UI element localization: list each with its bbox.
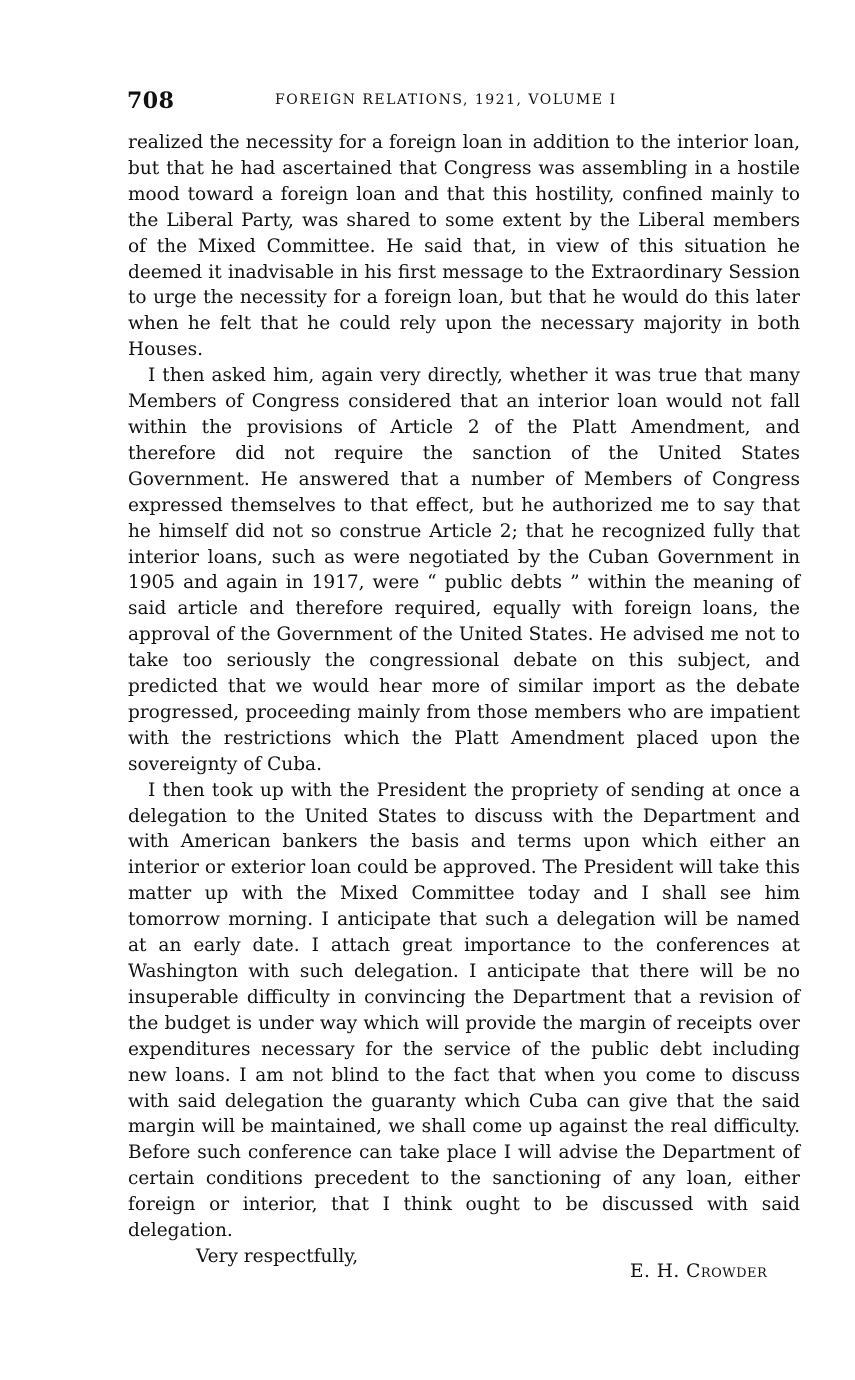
paragraph-3: I then took up with the President the propriety of sending at once a delegation to the United States to discuss with the Department and with American bankers the basis and terms upon which either an interior or exterior loan could be approved. The President will take this matter up with the Mixed Committee today and I shall see him tomorrow morning. I anticipate that such a delegation will be named at an early date. I attach great importance to the conferences at Washington with such delegation. I anticipate that there will be no insuperable difficulty in convincing the Department that a revision of the budget is under way which will provide the margin of receipts over expenditures necessary for the service of the public debt including new loans. I am not blind to the fact that when you come to discuss with said delegation the guaranty which Cuba can give that the said margin will be maintained, we shall come up against the real difficulty. Before such conference can take place I will advise the Department of certain conditions precedent to the sanctioning of any loan, either foreign or interior, that I think ought to be discussed with said delegation.: [128, 779, 800, 1242]
paragraph-1: realized the necessity for a foreign loan in addition to the interior loan, but that he had ascertained that Congress was assembling in a hostile mood toward a foreign loan and that this hostility, confined mainly to the Liberal Party, was shared to some extent by the Liberal members of the Mixed Committee. He said that, in view of this situation he deemed it inadvisable in his first message to the Extraordinary Session to urge the necessity for a foreign loan, but that he would do this later when he felt that he could rely upon the necessary majority in both Houses.: [128, 132, 800, 361]
complimentary-close: Very respectfully,: [196, 1246, 359, 1267]
signature: [630, 1261, 767, 1282]
signature-initials: E. H.: [630, 1261, 680, 1282]
paragraph-2: I then asked him, again very directly, whether it was true that many Members of Congress considered that an interior loan would not fall within the provisions of Article 2 of the Platt Amendment, and therefore did not require the sanction of the United States Government. He answered that a number of Members of Congress expressed themselves to that effect, but he authorized me to say that he himself did not so construe Article 2; that he recognized fully that interior loans, such as were negotiated by the Cuban Government in 1905 and again in 1917, were “ public debts ” within the meaning of said article and therefore required, equally with foreign loans, the approval of the Government of the United States. He advised me not to take too seriously the congressional debate on this subject, and predicted that we would hear more of similar import as the debate progressed, proceeding mainly from those members who are impatient with the restrictions which the Platt Amendment placed upon the sovereignty of Cuba.: [128, 365, 800, 775]
letter-body: [128, 130, 800, 1244]
page-number: 708: [127, 88, 175, 114]
running-head: FOREIGN RELATIONS, 1921, VOLUME I: [275, 92, 617, 108]
signature-surname: Crowder: [686, 1261, 768, 1282]
